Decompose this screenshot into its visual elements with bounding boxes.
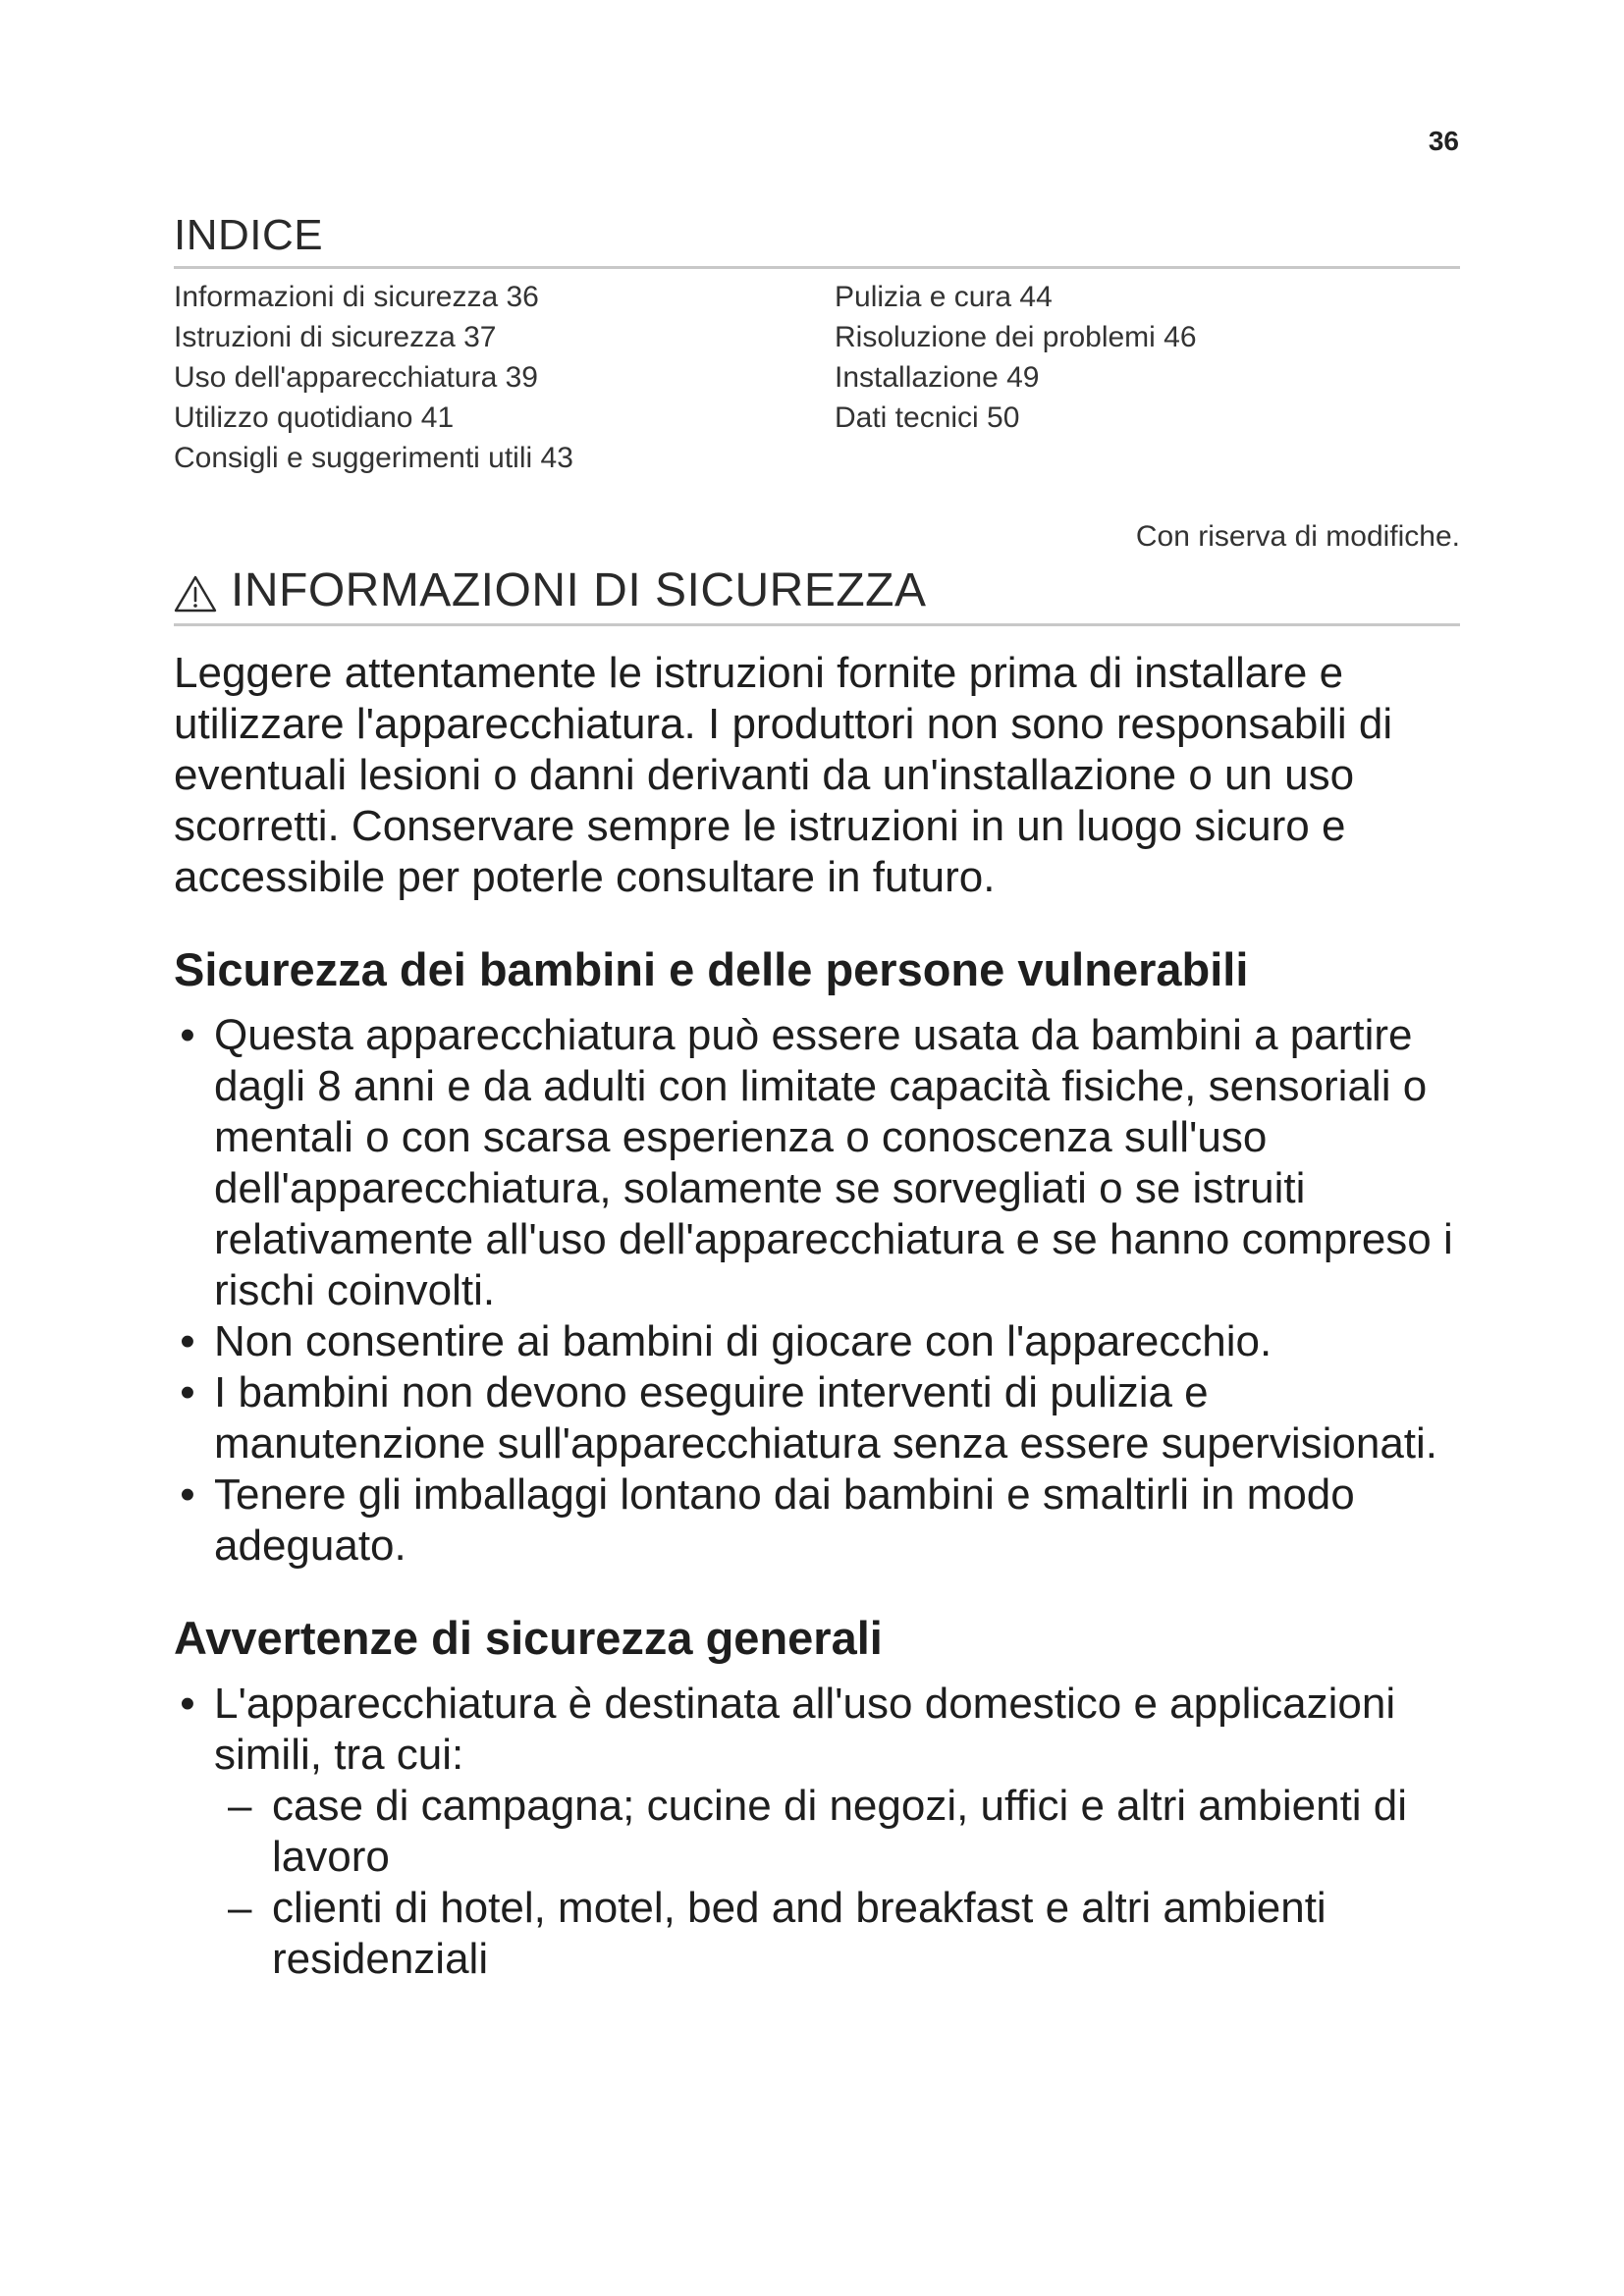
sub-list-item-text: clienti di hotel, motel, bed and breakfast e altri ambienti residenziali: [272, 1884, 1326, 1983]
list-item-text: I bambini non devono eseguire interventi di pulizia e manutenzione sull'apparecchiatura senza essere supervisionati.: [214, 1368, 1438, 1468]
toc-entry[interactable]: Uso dell'apparecchiatura 39: [174, 361, 538, 394]
bullet-icon: •: [180, 1317, 195, 1365]
reserve-note: Con riserva di modifiche.: [1135, 520, 1460, 553]
toc-entry[interactable]: Utilizzo quotidiano 41: [174, 401, 455, 434]
toc-entry[interactable]: Consigli e suggerimenti utili 43: [174, 442, 573, 474]
general-safety-list: [174, 1679, 1460, 1985]
list-item-text: Questa apparecchiatura può essere usata da bambini a partire dagli 8 anni e da adulti con limitate capacità fisiche, sensoriali o mentali o con scarsa esperienza o conoscenza sull'uso dell'apparecchiatura, solamente se sorvegliati o se istruiti relativamente all'uso dell'apparecchiatura e se hanno compreso i rischi coinvolti.: [214, 1011, 1453, 1314]
list-item: [174, 1010, 1460, 1316]
dash-icon: –: [228, 1884, 252, 1932]
index-title: INDICE: [174, 211, 1460, 269]
sub-list-item: [214, 1883, 1460, 1985]
children-safety-heading: Sicurezza dei bambini e delle persone vulnerabili: [174, 943, 1249, 995]
general-safety-heading: Avvertenze di sicurezza generali: [174, 1612, 883, 1664]
bullet-icon: •: [180, 1011, 195, 1059]
bullet-icon: •: [180, 1470, 195, 1519]
toc-entry[interactable]: Risoluzione dei problemi 46: [835, 321, 1197, 353]
list-item: [174, 1367, 1460, 1469]
dash-icon: –: [228, 1782, 252, 1830]
safety-title-text: INFORMAZIONI DI SICUREZZA: [231, 564, 927, 616]
list-item: [174, 1679, 1460, 1985]
toc-right-column: [835, 277, 1197, 478]
sub-list-item-text: case di campagna; cucine di negozi, uffici e altri ambienti di lavoro: [272, 1782, 1408, 1881]
toc-left-column: [174, 277, 835, 478]
toc-entry[interactable]: Installazione 49: [835, 361, 1040, 394]
list-item: [174, 1469, 1460, 1572]
toc-entry[interactable]: Dati tecnici 50: [835, 401, 1020, 434]
list-item-text: L'apparecchiatura è destinata all'uso domestico e applicazioni simili, tra cui:: [214, 1680, 1396, 1779]
bullet-icon: •: [180, 1680, 195, 1728]
list-item-text: Non consentire ai bambini di giocare con l'apparecchio.: [214, 1317, 1272, 1365]
page-number: 36: [1428, 126, 1459, 156]
table-of-contents: [174, 277, 1460, 478]
toc-entry[interactable]: Informazioni di sicurezza 36: [174, 281, 539, 313]
toc-entry[interactable]: Pulizia e cura 44: [835, 281, 1053, 313]
toc-entry[interactable]: Istruzioni di sicurezza 37: [174, 321, 497, 353]
intro-paragraph: Leggere attentamente le istruzioni fornite prima di installare e utilizzare l'apparecchiatura. I produttori non sono responsabili di eventuali lesioni o danni derivanti da un'installazione o un uso scorretti. Conservare sempre le istruzioni in un luogo sicuro e accessibile per poterle consultare in futuro.: [174, 649, 1393, 901]
list-item: [174, 1316, 1460, 1367]
children-safety-list: [174, 1010, 1460, 1572]
warning-triangle-icon: [174, 571, 217, 611]
sub-list-item: [214, 1781, 1460, 1883]
list-item-text: Tenere gli imballaggi lontano dai bambini e smaltirli in modo adeguato.: [214, 1470, 1355, 1570]
bullet-icon: •: [180, 1368, 195, 1416]
page-content: [174, 211, 1460, 1985]
sub-list: [214, 1781, 1460, 1985]
safety-section-title: [174, 563, 1460, 626]
